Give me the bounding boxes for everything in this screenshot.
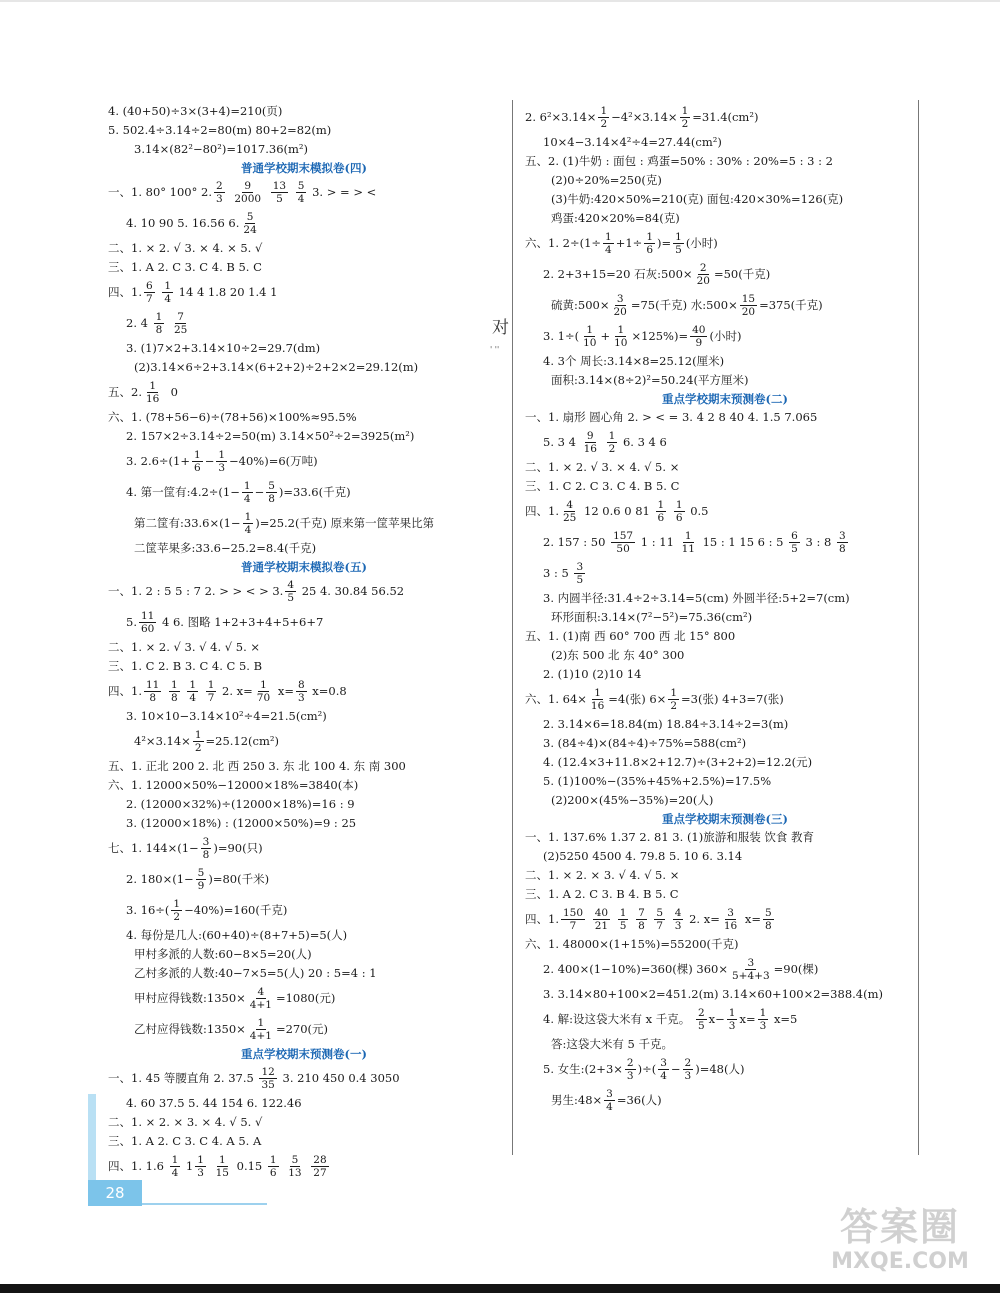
answer-line: 三、1. C 2. B 3. C 4. C 5. B — [108, 659, 263, 673]
stray-character: 对 — [492, 318, 509, 338]
fraction: $\frac{5}{9}$ — [197, 866, 205, 892]
fraction: 1 16 — [145, 379, 160, 405]
answer-line: 二、1. × 2. √ 3. × 4. √ 5. × — [525, 460, 680, 474]
fraction: $\frac{5}{8}$ — [268, 479, 275, 505]
fraction: 4 5 — [287, 578, 295, 604]
answer-line: 答:这袋大米有 5 千克。 — [551, 1037, 674, 1051]
answer-line: 2. 157 : 50 157 50 1 : 11 1 11 15 : 1 15 6 : 5 6 5 3 : 8 3 8 — [543, 529, 846, 555]
page-number: 28 — [88, 1180, 142, 1206]
answer-line: 硫黄:500× $\frac{3}{20}$ =75(千克) 水:500× $\frac{15}{20}$ =375(千克) — [551, 292, 823, 318]
answer-line: 2. 180×(1− $\frac{5}{9}$ )=80(千米) — [126, 866, 270, 892]
answer-line: 2. (12000×32%)÷(12000×18%)=16 : 9 — [126, 797, 355, 811]
answer-line: 4. 第一筐有:4.2÷(1− $\frac{1}{4}$ − $\frac{5}{8}$ )=33.6(千克) — [126, 479, 351, 505]
answer-line: 一、1. 45 等腰直角 2. 37.5 12 35 3. 210 450 0.4 3050 — [108, 1065, 400, 1091]
answer-line: 乙村应得钱数:1350× $\frac{1}{4+1}$ =270(元) — [134, 1016, 329, 1042]
answer-line: 三、1. A 2. C 3. C 4. A 5. A — [108, 1134, 262, 1148]
answer-line: 五、2. (1)牛奶 : 面包 : 鸡蛋=50% : 30% : 20%=5 : 3 : 2 — [525, 154, 833, 168]
answer-line: 2. 400×(1−10%)=360(棵) 360× $\frac{3}{5+4+3}$ =90(棵) — [543, 956, 819, 982]
fraction: $\frac{1}{2}$ — [670, 686, 678, 712]
answer-line: 2. 157×2÷3.14÷2=50(m) 3.14×50²÷2=3925(m²) — [126, 429, 415, 443]
answer-line: 一、1. 137.6% 1.37 2. 81 3. (1)旅游和服装 饮食 教育 — [525, 830, 815, 844]
answer-line: 男生:48× $\frac{3}{4}$ =36(人) — [551, 1087, 662, 1113]
answer-line: 二、1. × 2. × 3. × 4. √ 5. √ — [108, 1115, 263, 1129]
fraction: 7 8 — [638, 906, 645, 932]
answer-line: 4²×3.14× $\frac{1}{2}$ =25.12(cm²) — [134, 728, 279, 754]
section-heading: 重点学校期末预测卷(三) — [662, 812, 788, 826]
section-heading: 普通学校期末模拟卷(五) — [241, 560, 367, 574]
column-divider — [512, 100, 513, 1155]
answer-line: 四、1. 4 25 12 0.6 0 81 1 6 1 6 0.5 — [525, 498, 709, 524]
answer-line: 六、1. 12000×50%−12000×18%=3840(本) — [108, 778, 359, 792]
fraction: $\frac{5}{8}$ — [765, 906, 772, 932]
answer-line: 3. (84÷4)×(84÷4)÷75%=588(cm²) — [543, 736, 747, 750]
fraction: 1 8 — [171, 678, 178, 704]
fraction: 1 15 — [215, 1153, 229, 1179]
answer-line: 乙村多派的人数:40−7×5=5(人) 20 : 5=4 : 1 — [134, 966, 377, 980]
answer-line: 六、1. 48000×(1+15%)=55200(千克) — [525, 937, 739, 951]
answer-line: 2. (1)10 (2)10 14 — [543, 667, 642, 681]
watermark-url: MXQE.COM — [831, 1249, 969, 1274]
answer-line: 3 : 5 3 5 — [543, 560, 584, 586]
answer-line: 5. 女生:(2+3× $\frac{2}{3}$ )÷( 3 4 − $\frac{2}{3}$ )=48(人) — [543, 1056, 745, 1082]
fraction: $\frac{1}{6}$ — [194, 448, 201, 474]
answer-line: 甲村多派的人数:60−8×5=20(人) — [134, 947, 312, 961]
fraction: $\frac{1}{4}$ — [243, 479, 251, 505]
answer-line: 4. 3个 周长:3.14×8=25.12(厘米) — [543, 354, 725, 368]
fraction: $\frac{1}{3}$ — [759, 1006, 767, 1032]
fraction: 11 8 — [145, 678, 160, 704]
answer-line: 二、1. × 2. × 3. √ 4. √ 5. × — [525, 868, 680, 882]
answer-line: 四、1. 1.6 1 4 1 1 3 1 15 0.15 1 6 5 13 28 27 — [108, 1153, 327, 1179]
answer-line: 环形面积:3.14×(7²−5²)=75.36(cm²) — [551, 610, 753, 624]
page-tab-strip — [88, 1094, 96, 1180]
bottom-scan-edge — [0, 1284, 1000, 1293]
answer-line: 五、1. 正北 200 2. 北 西 250 3. 东 北 100 4. 东 南 300 — [108, 759, 406, 773]
fraction: 9 2000 — [234, 179, 262, 205]
left-column — [108, 104, 500, 1184]
answer-line: (2)东 500 北 东 40° 300 — [551, 648, 685, 662]
fraction: $\frac{1}{2}$ — [600, 104, 608, 130]
answer-line: 四、1. 150 7 40 21 1 5 7 8 5 7 4 3 2. x= $\frac{3}{16}$ x= $\frac{5}{8}$ — [525, 906, 772, 932]
answer-line: 4. 60 37.5 5. 44 154 6. 122.46 — [126, 1096, 302, 1110]
answer-line: 3. 10×10−3.14×10²÷4=21.5(cm²) — [126, 709, 327, 723]
answer-line: 三、1. C 2. C 3. C 4. B 5. C — [525, 479, 680, 493]
answer-line: 3. 1÷( 1 10 + $\frac{1}{10}$ ×125%)= $\frac{40}{9}$ (小时) — [543, 323, 742, 349]
answer-line: 二筐苹果多:33.6−25.2=8.4(千克) — [134, 541, 317, 555]
answer-line: (2)200×(45%−35%)=20(人) — [551, 793, 714, 807]
right-column — [525, 104, 925, 1118]
fraction: $\frac{1}{16}$ — [590, 686, 605, 712]
fraction: $\frac{1}{4}$ — [605, 230, 612, 256]
answer-line: 5. (1)100%−(35%+45%+2.5%)=17.5% — [543, 774, 772, 788]
answer-line: 2. 4 1 8 7 25 — [126, 310, 188, 336]
answer-line: 六、1. 2÷(1÷ $\frac{1}{4}$ +1÷ $\frac{1}{6}$ )= $\frac{1}{5}$ (小时) — [525, 230, 718, 256]
watermark-logo — [820, 1205, 980, 1275]
fraction: $\frac{2}{20}$ — [696, 261, 710, 287]
stray-marks: ' '' — [490, 345, 500, 354]
fraction: 1 6 — [269, 1153, 277, 1179]
answer-line: 四、1. 6 7 1 4 14 4 1.8 20 1.4 1 — [108, 279, 278, 305]
fraction: 3 8 — [838, 529, 846, 555]
answer-text: 4. (40+50)÷3×(3+4)=210(页) — [108, 104, 283, 118]
fraction: 1 11 — [681, 529, 695, 555]
fraction: 1 4 — [189, 678, 197, 704]
fraction: 1 2 — [608, 429, 616, 455]
fraction: 4 25 — [562, 498, 577, 524]
answer-line: 七、1. 144×(1− $\frac{3}{8}$ )=90(只) — [108, 835, 263, 861]
answer-line: 4. (12.4×3+11.8×2+12.7)÷(3+2+2)=12.2(元) — [543, 755, 813, 769]
fraction: $\frac{3}{16}$ — [723, 906, 738, 932]
answer-line: 3. (1)7×2+3.14×10÷2=29.7(dm) — [126, 341, 321, 355]
answer-line: 六、1. (78+56−6)÷(78+56)×100%≈95.5% — [108, 410, 357, 424]
fraction: 1 3 — [197, 1153, 204, 1179]
fraction: 1 8 — [155, 310, 163, 336]
answer-line: 4. 每份是几人:(60+40)÷(8+7+5)=5(人) — [126, 928, 348, 942]
answer-line: 三、1. A 2. C 3. B 4. B 5. C — [525, 887, 679, 901]
fraction: 2 5 — [697, 1006, 705, 1032]
answer-line: 二、1. × 2. √ 3. × 4. × 5. √ — [108, 241, 263, 255]
fraction: $\frac{40}{9}$ — [692, 323, 706, 349]
answer-line: 3. 16÷( 1 2 −40%)=160(千克) — [126, 897, 288, 923]
answer-line: 5. 11 60 4 6. 图略 1+2+3+4+5+6+7 — [126, 609, 324, 635]
fraction: $\frac{1}{70}$ — [256, 678, 271, 704]
watermark-title: 答案圈 — [839, 1205, 960, 1249]
answer-line: (2)0÷20%=250(克) — [551, 173, 662, 187]
fraction: 1 7 — [207, 678, 215, 704]
fraction: $\frac{1}{10}$ — [614, 323, 628, 349]
answer-line: 10×4−3.14×4²÷4=27.44(cm²) — [543, 135, 722, 149]
fraction: 5 24 — [243, 210, 257, 236]
page-number-underline — [142, 1203, 267, 1205]
fraction: 3 4 — [660, 1056, 667, 1082]
answer-line: (3)牛奶:420×50%=210(克) 面包:420×30%=126(克) — [551, 192, 844, 206]
fraction: 4 3 — [674, 906, 682, 932]
answer-line: 4. 10 90 5. 16.56 6. 5 24 — [126, 210, 257, 236]
fraction: $\frac{2}{3}$ — [626, 1056, 634, 1082]
answer-line: 五、2. 1 16 0 — [108, 379, 178, 405]
answer-line: (2)5250 4500 4. 79.8 5. 10 6. 3.14 — [543, 849, 743, 863]
answer-line: 4. 解:设这袋大米有 x 千克。 2 5 x− $\frac{1}{3}$ x= $\frac{1}{3}$ x=5 — [543, 1006, 798, 1032]
fraction: 1 4 — [164, 279, 172, 305]
fraction: 40 21 — [594, 906, 609, 932]
answer-line: 3. 内圆半径:31.4÷2÷3.14=5(cm) 外圆半径:5+2=7(cm) — [543, 591, 850, 605]
fraction: 1 5 — [619, 906, 627, 932]
fraction: 6 5 — [791, 529, 798, 555]
fraction: 9 16 — [583, 429, 597, 455]
fraction: 150 7 — [562, 906, 584, 932]
answer-line — [108, 123, 500, 137]
section-heading: 重点学校期末预测卷(一) — [241, 1047, 367, 1061]
answer-line — [108, 104, 500, 118]
fraction: $\frac{1}{5}$ — [675, 230, 682, 256]
fraction: $\frac{3}{20}$ — [613, 292, 627, 318]
answer-line: 3. (12000×18%) : (12000×50%)=9 : 25 — [126, 816, 357, 830]
answer-line: 3. 2.6÷(1+ $\frac{1}{6}$ − $\frac{1}{3}$ −40%)=6(万吨) — [126, 448, 318, 474]
answer-text: 3.14×(82²−80²)=1017.36(m²) — [134, 142, 309, 156]
answer-line: 一、1. 80° 100° 2. 2 3 9 2000 13 5 5 4 3. > = > < — [108, 179, 377, 205]
answer-line: 5. 3 4 9 16 1 2 6. 3 4 6 — [543, 429, 667, 455]
answer-line: (2)3.14×6÷2+3.14×(6+2+2)÷2+2×2=29.12(m) — [134, 360, 419, 374]
top-edge — [0, 0, 1000, 2]
answer-line: 五、1. (1)南 西 60° 700 西 北 15° 800 — [525, 629, 736, 643]
fraction: $\frac{1}{4}$ — [244, 510, 252, 536]
fraction: $\frac{3}{8}$ — [202, 835, 210, 861]
fraction: $\frac{15}{20}$ — [741, 292, 756, 318]
fraction: 5 4 — [297, 179, 305, 205]
answer-line: 三、1. A 2. C 3. C 4. B 5. C — [108, 260, 262, 274]
answer-line: 鸡蛋:420×20%=84(克) — [551, 211, 680, 225]
answer-line: 一、1. 扇形 圆心角 2. > < = 3. 4 2 8 40 4. 1.5 7.065 — [525, 410, 818, 424]
fraction: 1 6 — [657, 498, 665, 524]
fraction: 13 5 — [272, 179, 287, 205]
fraction: $\frac{2}{3}$ — [684, 1056, 692, 1082]
fraction: $\frac{3}{5+4+3}$ — [732, 956, 770, 982]
fraction: $\frac{1}{3}$ — [218, 448, 226, 474]
fraction: 7 25 — [173, 310, 188, 336]
answer-line: 六、1. 64× $\frac{1}{16}$ =4(张) 6× $\frac{1}{2}$ =3(张) 4+3=7(张) — [525, 686, 784, 712]
fraction: 12 35 — [261, 1065, 275, 1091]
section-heading: 普通学校期末模拟卷(四) — [241, 161, 367, 175]
answer-line: 甲村应得钱数:1350× $\frac{4}{4+1}$ =1080(元) — [134, 985, 336, 1011]
fraction: 2 3 — [216, 179, 223, 205]
fraction: 1 4 — [171, 1153, 179, 1179]
answer-text: 5. 502.4÷3.14÷2=80(m) 80+2=82(m) — [108, 123, 332, 137]
answer-line: 一、1. 2 : 5 5 : 7 2. > > < > 3. 4 5 25 4. 30.84 56.52 — [108, 578, 405, 604]
fraction: 1 6 — [675, 498, 683, 524]
answer-line — [108, 142, 500, 156]
fraction: 6 7 — [145, 279, 153, 305]
answer-line: 面积:3.14×(8÷2)²=50.24(平方厘米) — [551, 373, 749, 387]
answer-line: 2. 3.14×6=18.84(m) 18.84÷3.14÷2=3(m) — [543, 717, 789, 731]
fraction: $\frac{3}{4}$ — [606, 1087, 613, 1113]
fraction: 1 2 — [173, 897, 181, 923]
fraction: $\frac{1}{2}$ — [681, 104, 689, 130]
answer-line: 第二筐有:33.6×(1− $\frac{1}{4}$ )=25.2(千克) 原来第一筐苹果比第 — [134, 510, 435, 536]
answer-line: 二、1. × 2. √ 3. √ 4. √ 5. × — [108, 640, 261, 654]
fraction: $\frac{1}{3}$ — [728, 1006, 736, 1032]
fraction: $\frac{1}{4+1}$ — [249, 1016, 272, 1042]
answer-line: 2. 2+3+15=20 石灰:500× $\frac{2}{20}$ =50(千克) — [543, 261, 771, 287]
fraction: 1 10 — [583, 323, 597, 349]
fraction: 5 7 — [656, 906, 664, 932]
fraction: 28 27 — [313, 1153, 327, 1179]
answer-line: 3. 3.14×80+100×2=451.2(m) 3.14×60+100×2=388.4(m) — [543, 987, 883, 1001]
answer-line: 2. 6²×3.14× $\frac{1}{2}$ −4²×3.14× $\frac{1}{2}$ =31.4(cm²) — [525, 104, 759, 130]
fraction: 5 13 — [288, 1153, 302, 1179]
fraction: $\frac{1}{6}$ — [646, 230, 653, 256]
fraction: $\frac{8}{3}$ — [297, 678, 305, 704]
answer-line: 四、1. 11 8 1 8 1 4 1 7 2. x= $\frac{1}{70}$ x= $\frac{8}{3}$ x=0.8 — [108, 678, 347, 704]
fraction: 157 50 — [613, 529, 634, 555]
fraction: $\frac{1}{2}$ — [194, 728, 202, 754]
section-heading: 重点学校期末预测卷(二) — [662, 392, 788, 406]
fraction: 11 60 — [140, 609, 155, 635]
fraction: $\frac{4}{4+1}$ — [249, 985, 272, 1011]
fraction: 3 5 — [576, 560, 584, 586]
